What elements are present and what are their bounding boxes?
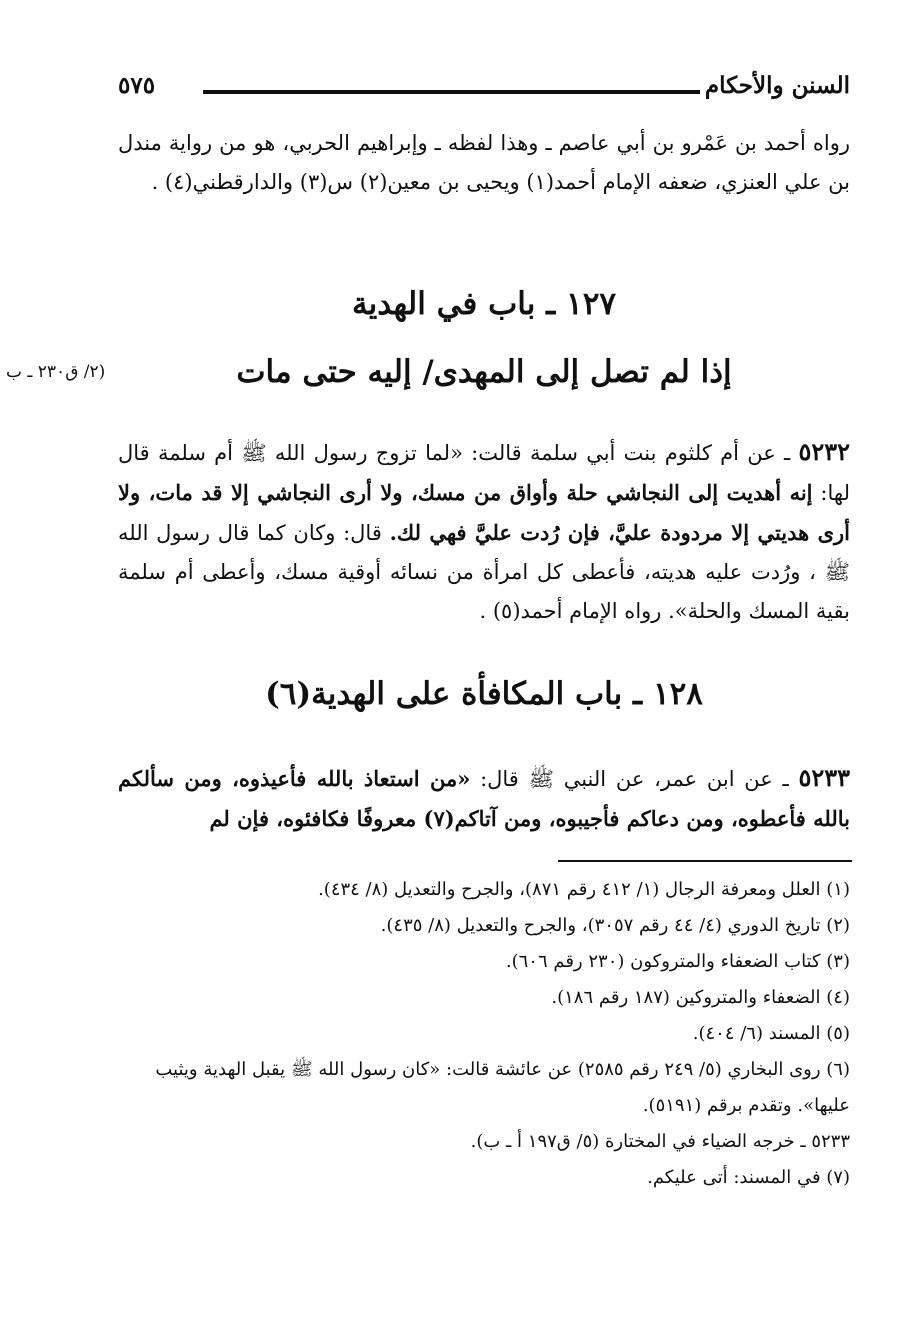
header-rule bbox=[203, 90, 700, 94]
footnote-3: (٣) كتاب الضعفاء والمتروكون (٢٣٠ رقم ٦٠٦). bbox=[505, 951, 850, 972]
footnote-separator bbox=[558, 860, 852, 862]
hadith-text: ـ عن ابن عمر، عن النبي ﷺ قال: bbox=[480, 767, 789, 791]
footnote-5: (٥) المسند (٦/ ٤٠٤). bbox=[692, 1023, 850, 1044]
chapter-127-subtitle: إذا لم تصل إلى المهدى/ إليه حتى مات bbox=[236, 354, 732, 390]
hadith-5233 bbox=[118, 758, 850, 839]
running-title: السنن والأحكام bbox=[704, 72, 850, 99]
hadith-quote: «من استعاذ بالله فأعيذوه، ومن سألكم بالله فأعطوه، ومن دعاكم فأجيبوه، ومن آتاكم(٧) معروفًا فكافئوه، فإن لم bbox=[118, 766, 850, 831]
paragraph-continuation: رواه أحمد بن عَمْرو بن أبي عاصم ـ وهذا لفظه ـ وإبراهيم الحربي، هو من رواية مندل بن علي العنزي، ضعفه الإمام أحمد(١) ويحيى بن معين(٢) س(٣) والدارقطني(٤) . bbox=[118, 131, 850, 194]
hadith-quote: إنه أهديت إلى النجاشي حلة وأواق من مسك، ولا أرى النجاشي إلا قد مات، ولا أرى هديتي إلا مردودة عليَّ، فإن رُدت عليَّ فهي لك. bbox=[118, 480, 850, 545]
footnote-7: (٧) في المسند: أتى عليكم. bbox=[647, 1167, 850, 1188]
footnotes bbox=[110, 872, 850, 1196]
hadith-text-rest: قال: وكان كما قال رسول الله ﷺ ، ورُدت عليه هديته، فأعطى كل امرأة من نسائه أوقية مسك، وأعطى أم سلمة بقية المسك والحلة». رواه الإمام أحمد(٥) . bbox=[118, 521, 850, 623]
manuscript-margin-note: (٢/ ق٢٣٠ ـ ب bbox=[6, 362, 106, 382]
footnote-1: (١) العلل ومعرفة الرجال (١/ ٤١٢ رقم ٨٧١)، والجرح والتعديل (٨/ ٤٣٤). bbox=[318, 879, 850, 900]
hadith-text: ـ عن أم كلثوم بنت أبي سلمة قالت: «لما تزوج رسول الله ﷺ أم سلمة قال لها: bbox=[118, 441, 850, 505]
footnote-2: (٢) تاريخ الدوري (٤/ ٤٤ رقم ٣٠٥٧)، والجرح والتعديل (٨/ ٤٣٥). bbox=[380, 915, 850, 936]
page-number: ٥٧٥ bbox=[118, 72, 156, 99]
chapter-127-title: ١٢٧ ـ باب في الهدية bbox=[352, 286, 616, 322]
hadith-number: ٥٢٣٣ bbox=[798, 763, 850, 792]
footnote-4: (٤) الضعفاء والمتروكين (١٨٧ رقم ١٨٦). bbox=[551, 987, 850, 1008]
chapter-128-title: ١٢٨ ـ باب المكافأة على الهدية(٦) bbox=[265, 676, 703, 712]
page-header bbox=[118, 68, 850, 108]
footnote-5233: ٥٢٣٣ ـ خرجه الضياء في المختارة (٥/ ق١٩٧ أ ـ ب). bbox=[470, 1131, 850, 1152]
footnote-6: (٦) روى البخاري (٥/ ٢٤٩ رقم ٢٥٨٥) عن عائشة قالت: «كان رسول الله ﷺ يقبل الهدية ويثيب عليها». وتقدم برقم (٥١٩١). bbox=[155, 1059, 850, 1116]
hadith-number: ٥٢٣٢ bbox=[798, 437, 850, 466]
hadith-5232 bbox=[118, 432, 850, 631]
